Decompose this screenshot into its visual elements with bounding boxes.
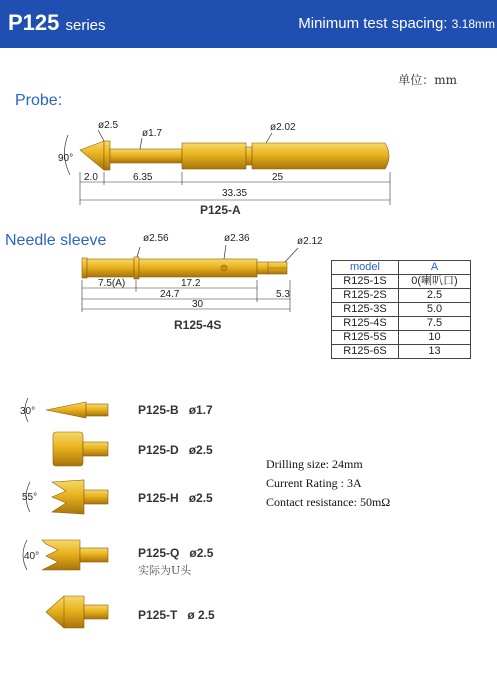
sleeve-d2-label: ø2.36 — [224, 233, 250, 244]
unit-label: 单位：mm — [398, 73, 457, 87]
a-cell: 5.0 — [399, 303, 471, 317]
a-cell: 0(喇叭口) — [399, 275, 471, 289]
sleeve-a-label: 7.5(A) — [98, 278, 126, 289]
model-cell: R125-2S — [332, 289, 399, 303]
spacing-value: 3.18mm — [451, 17, 495, 31]
probe-len2-label: 6.35 — [133, 172, 153, 183]
probe-tip-head — [80, 141, 104, 170]
probe-d1-label: ø2.5 — [98, 120, 119, 131]
probe-d3-label: ø2.02 — [270, 122, 296, 133]
sleeve-front — [87, 259, 134, 277]
model-cell: R125-6S — [332, 345, 399, 359]
spec-resistance: Contact resistance: 50mΩ — [266, 495, 391, 509]
model-table-header — [332, 261, 471, 275]
tip-q-note: 实际为U头 — [138, 564, 192, 577]
tip-h-drawing — [22, 480, 108, 514]
probe-d2-label: ø1.7 — [142, 128, 163, 139]
series-code: P125 — [8, 10, 60, 35]
table-row — [332, 345, 471, 359]
sleeve-total-label: 30 — [192, 299, 204, 310]
model-cell: R125-1S — [332, 275, 399, 289]
sleeve-b-label: 17.2 — [181, 278, 201, 289]
probe-title: P125-A — [200, 203, 241, 217]
tip-q-angle: 40° — [24, 551, 40, 562]
table-row — [332, 317, 471, 331]
tip-d-diameter: ø2.5 — [188, 443, 213, 457]
tip-t-label — [138, 608, 215, 622]
sleeve-flange — [82, 258, 87, 278]
probe-head-collar — [104, 141, 110, 170]
table-row — [332, 275, 471, 289]
series-suffix: series — [65, 17, 106, 34]
probe-shaft — [110, 149, 182, 163]
tip-t-name: P125-T — [138, 608, 178, 622]
tip-t-drawing — [46, 596, 108, 628]
sleeve-title: R125-4S — [174, 318, 222, 332]
probe-len1-label: 2.0 — [84, 172, 98, 183]
spacing-text: Minimum test spacing: — [298, 15, 448, 32]
sleeve-d1-label: ø2.56 — [143, 233, 169, 244]
a-cell: 7.5 — [399, 317, 471, 331]
tip-q-name: P125-Q — [138, 546, 180, 560]
sleeve-c-label: 24.7 — [160, 289, 180, 300]
tip-b-drawing — [20, 398, 108, 422]
model-cell: R125-4S — [332, 317, 399, 331]
tip-d-drawing — [53, 432, 108, 466]
model-table — [331, 260, 471, 359]
tip-q-drawing — [23, 540, 108, 570]
sleeve-d-label: 5.3 — [276, 289, 290, 300]
probe-barrel — [182, 143, 246, 169]
tip-d-name: P125-D — [138, 443, 179, 457]
probe-section-title: Probe: — [15, 92, 63, 109]
a-cell: 10 — [399, 331, 471, 345]
tip-h-label — [138, 491, 213, 505]
model-cell: R125-3S — [332, 303, 399, 317]
probe-groove — [246, 147, 252, 165]
tip-t-diameter: ø 2.5 — [187, 608, 215, 622]
tip-b-diameter: ø1.7 — [188, 403, 213, 417]
sleeve-section-title: Needle sleeve — [5, 232, 107, 249]
probe-len3-label: 25 — [272, 172, 284, 183]
tip-q-diameter: ø2.5 — [189, 546, 214, 560]
tip-b-label — [138, 403, 213, 417]
a-cell: 2.5 — [399, 289, 471, 303]
a-cell: 13 — [399, 345, 471, 359]
tip-h-angle: 55° — [22, 492, 38, 503]
model-cell: R125-5S — [332, 331, 399, 345]
sleeve-body — [139, 259, 257, 277]
tip-b-angle: 30° — [20, 406, 36, 417]
probe-angle-label: 90° — [58, 153, 74, 164]
tip-b-name: P125-B — [138, 403, 179, 417]
tip-h-name: P125-H — [138, 491, 179, 505]
tip-q-label — [138, 546, 213, 560]
table-row — [332, 289, 471, 303]
probe-drawing — [58, 120, 390, 205]
sleeve-hole — [221, 265, 227, 271]
a-header-cell: A — [399, 261, 471, 275]
probe-total-label: 33.35 — [222, 188, 248, 199]
spec-current: Current Rating : 3A — [266, 476, 362, 490]
sleeve-d3-label: ø2.12 — [297, 236, 323, 247]
tip-d-label — [138, 443, 213, 457]
sleeve-drawing — [82, 233, 323, 312]
table-row — [332, 303, 471, 317]
spec-drilling: Drilling size: 24mm — [266, 457, 363, 471]
model-header-cell: model — [332, 261, 399, 275]
table-row — [332, 331, 471, 345]
probe-tail — [252, 143, 389, 169]
sleeve-ring — [134, 257, 139, 279]
tip-h-diameter: ø2.5 — [188, 491, 213, 505]
